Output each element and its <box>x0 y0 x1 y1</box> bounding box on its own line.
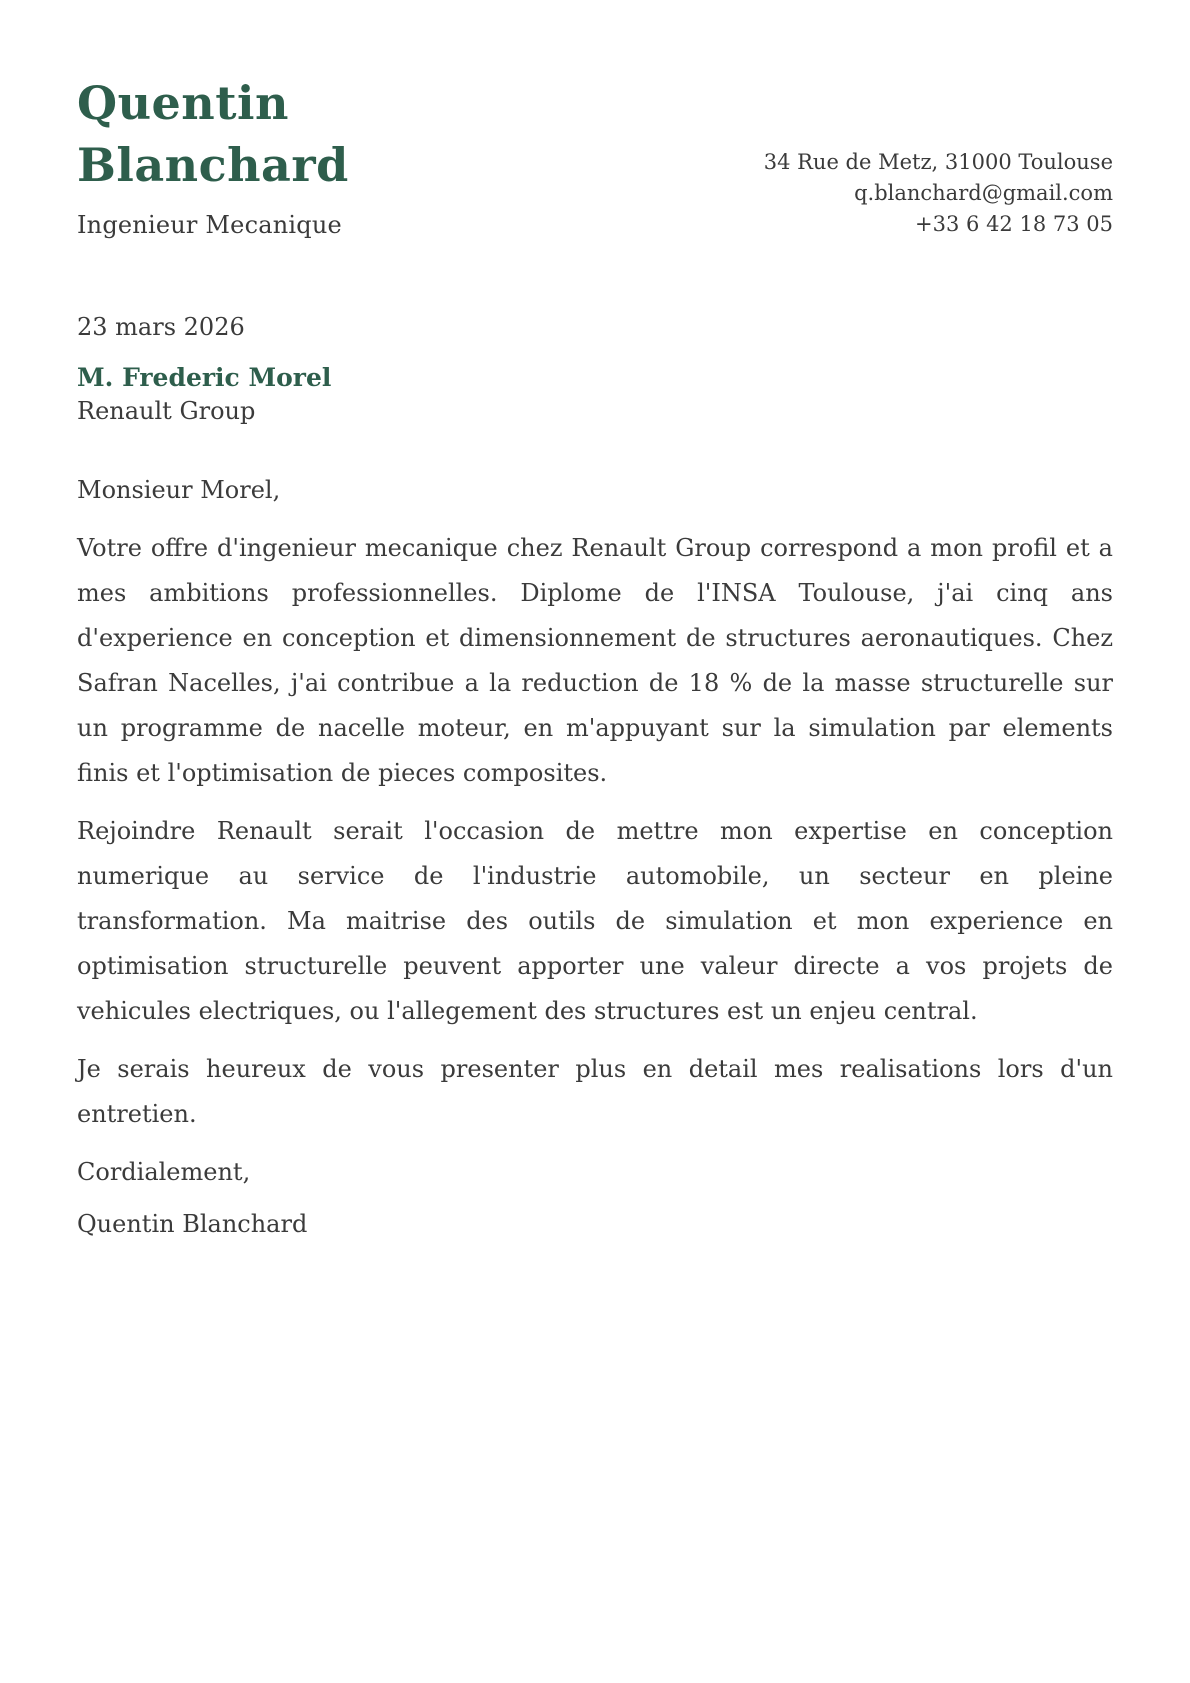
sender-identity <box>77 72 349 240</box>
recipient-company: Renault Group <box>77 397 256 425</box>
sender-name-line2: Blanchard <box>77 138 349 192</box>
contact-address: 34 Rue de Metz, 31000 Toulouse <box>763 150 1113 174</box>
contact-info <box>764 147 1113 240</box>
body-paragraph: Rejoindre Renault serait l'occasion de mettre mon expertise en conception numerique au service de l'industrie automobile, un secteur en pleine transformation. Ma maitrise des outils de simulation et mon experience en optimisation structurelle peuvent apporter une valeur directe a vos projets de vehicules electriques, ou l'allegement des structures est un enjeu central. <box>77 817 1113 1025</box>
letter-header <box>77 72 1113 240</box>
recipient-name: M. Frederic Morel <box>77 363 332 392</box>
sender-name <box>77 72 349 196</box>
body-paragraph: Votre offre d'ingenieur mecanique chez Renault Group correspond a mon profil et a mes ambitions professionnelles. Diplome de l'INSA Toulouse, j'ai cinq ans d'experience en conception et dimensionnement de structures aeronautiques. Chez Safran Nacelles, j'ai contribue a la reduction de 18 % de la masse structurelle sur un programme de nacelle moteur, en m'appuyant sur la simulation par elements finis et l'optimisation de pieces composites. <box>77 534 1113 787</box>
letter-date: 23 mars 2026 <box>77 313 245 341</box>
sender-job-title: Ingenieur Mecanique <box>77 211 342 239</box>
signature: Quentin Blanchard <box>77 1210 308 1238</box>
closing: Cordialement, <box>77 1158 251 1186</box>
sender-name-line1: Quentin <box>77 76 289 130</box>
letter-body <box>77 311 1113 1247</box>
recipient-block <box>77 361 1113 427</box>
salutation: Monsieur Morel, <box>77 476 281 504</box>
contact-phone: +33 6 42 18 73 05 <box>915 212 1113 236</box>
contact-email: q.blanchard@gmail.com <box>854 181 1113 205</box>
body-paragraph: Je serais heureux de vous presenter plus en detail mes realisations lors d'un entretien. <box>77 1055 1113 1128</box>
